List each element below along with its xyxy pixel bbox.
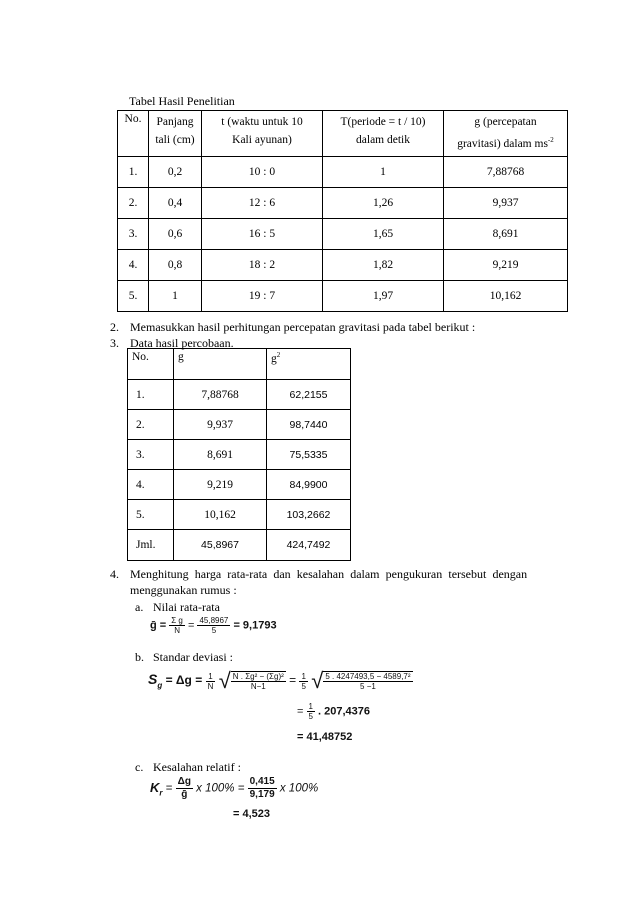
stddev-formula: $S_g = \Delta g$ = $\frac{1}{N}$ √ $\frac{\text{N . Σg² − (Σg)²}}{N-1}$ = $\frac{1}{5}$ √ $\frac{\text{5 . 4247493,5 − 4589,7²}}{5 -1}$ xyxy=(148,668,411,693)
subitem-text: Nilai rata-rata xyxy=(153,600,220,614)
item-text: Data hasil percobaan. xyxy=(130,336,234,350)
item-number: 3. xyxy=(110,336,119,350)
item-text: menggunakan rumus : xyxy=(130,583,237,597)
col-g-header: g (percepatan gravitasi) dalam $ms^{-2}$ xyxy=(444,111,568,157)
table-row: 4. 9,219 84,9900 xyxy=(128,470,351,500)
subitem-label: c. xyxy=(135,760,144,774)
table-row: 1. 7,88768 62,2155 xyxy=(128,380,351,410)
item-text: Menghitung harga rata-rata dan kesalahan dalam pengukuran tersebut dengan xyxy=(130,567,528,581)
table-row: 2. 9,937 98,7440 xyxy=(128,410,351,440)
subitem-label: b. xyxy=(135,650,144,664)
stddev-result: = 41,48752 xyxy=(297,731,353,743)
experiment-data-table: No. g $g^2$ 1. 7,88768 62,2155 2. 9,937 98,7440 3. 8,691 75,5335 4. 9,219 84,9900 5. 10,162 103,2662 Jml. 45,8967 424,7492 xyxy=(127,348,351,561)
table-row: 5. 10,162 103,2662 xyxy=(128,500,351,530)
table-row: 3. 0,6 16 : 5 1,65 8,691 xyxy=(118,219,568,250)
relative-error-formula: $K_r$ = $\frac{\Delta g}{\text{ḡ}}$ x 100% = $\frac{0,415}{9,179}$ x 100% xyxy=(150,776,319,800)
item-number: 4. xyxy=(110,567,119,581)
mean-formula: ḡ = $\frac{\text{Σ g}}{N}$ = $\frac{45,8967}{5}$ = 9,1793 xyxy=(150,616,277,635)
table-row: Jml. 45,8967 424,7492 xyxy=(128,530,351,561)
col-T-header: T(periode = t / 10) dalam detik xyxy=(323,111,444,157)
table-row: 3. 8,691 75,5335 xyxy=(128,440,351,470)
research-table xyxy=(117,110,568,312)
relative-error-result: = 4,523 xyxy=(233,808,271,820)
table-row: 4. 0,8 18 : 2 1,82 9,219 xyxy=(118,250,568,281)
item-text: Memasukkan hasil perhitungan percepatan gravitasi pada tabel berikut : xyxy=(130,320,476,334)
col-no-header: No. xyxy=(118,111,149,157)
subitem-label: a. xyxy=(135,600,144,614)
subitem-text: Standar deviasi : xyxy=(153,650,233,664)
table-row: 5. 1 19 : 7 1,97 10,162 xyxy=(118,281,568,312)
col-t-header: t (waktu untuk 10 Kali ayunan) xyxy=(202,111,323,157)
stddev-step2: = $\frac{1}{5}$ . 207,4376 xyxy=(297,702,371,721)
table-row: 2. 0,4 12 : 6 1,26 9,937 xyxy=(118,188,568,219)
item-number: 2. xyxy=(110,320,119,334)
table-row: 1. 0,2 10 : 0 1 7,88768 xyxy=(118,157,568,188)
subitem-text: Kesalahan relatif : xyxy=(153,760,241,774)
col-panjang-header: Panjang tali (cm) xyxy=(149,111,202,157)
table1-caption: Tabel Hasil Penelitian xyxy=(129,94,235,108)
